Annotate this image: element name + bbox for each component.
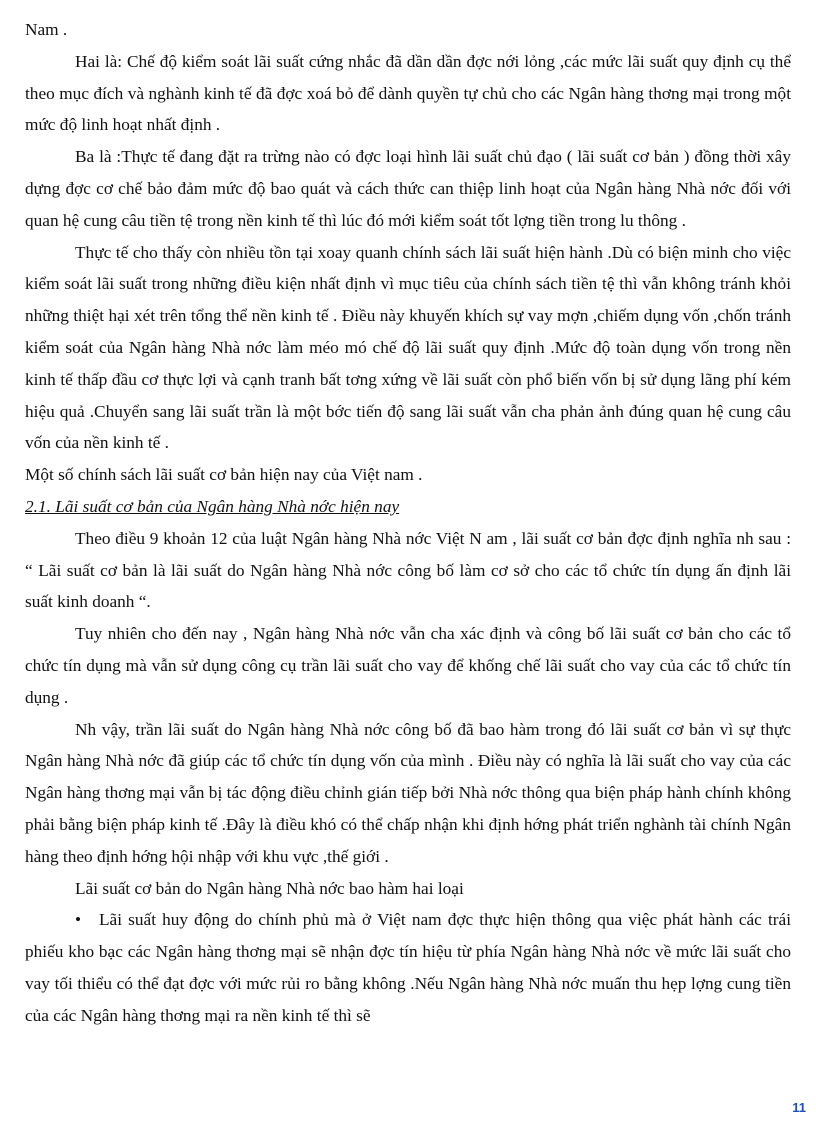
bullet-icon: •	[75, 910, 82, 930]
paragraph-mot-so-chinh-sach: Một số chính sách lãi suất cơ bản hiện nay của Việt nam .	[25, 465, 423, 485]
bullet-item-lai-suat-huy-dong	[25, 904, 791, 1031]
paragraph-theo-dieu-9: Theo điều 9 khoản 12 của luật Ngân hàng Nhà nớc Việt N am , lãi suất cơ bản đợc định nghĩa nh sau : “ Lãi suất cơ bản là lãi suất do Ngân hàng Nhà nớc công bố làm cơ sở cho các tổ chức tín dụng ấn định lãi suất kinh doanh “.	[25, 528, 791, 612]
page-number: 11	[792, 1100, 806, 1115]
paragraph-ba-la: Ba là :Thực tế đang đặt ra trừng nào có đợc loại hình lãi suất chủ đạo ( lãi suất cơ bản ) đồng thời xây dựng đợc cơ chế bảo đảm mức độ bao quát và cách thức can thiệp linh hoạt của Ngân hàng Nhà nớc đối với quan hệ cung câu tiền tệ trong nền kinh tế thì lúc đó mới kiểm soát tốt lợng tiền trong lu thông .	[25, 147, 791, 230]
paragraph-continuation: Nam .	[25, 20, 68, 39]
paragraph-hai-loai: Lãi suất cơ bản do Ngân hàng Nhà nớc bao hàm hai loại	[75, 878, 464, 898]
paragraph-tuy-nhien: Tuy nhiên cho đến nay , Ngân hàng Nhà nớc vẫn cha xác định và công bố lãi suất cơ bản cho các tổ chức tín dụng mà vẫn sử dụng công cụ trần lãi suất cho vay để khống chế lãi suất cho vay của các tổ chức tín dụng .	[25, 624, 791, 707]
paragraph-nh-vay: Nh vậy, trần lãi suất do Ngân hàng Nhà nớc công bố đã bao hàm trong đó lãi suất cơ bản vì sự thực Ngân hàng Nhà nớc đã giúp các tổ chức tín dụng vốn của mình . Điều này có nghĩa là lãi suất cho vay của các Ngân hàng thơng mại vẫn bị tác động điều chỉnh gián tiếp bởi Nhà nớc thông qua biện pháp hành chính không phải bằng biện pháp kinh tế .Đây là điều khó có thể chấp nhận khi định hớng phát triển nghành tài chính Ngân hàng theo định hớng hội nhập với khu vực ,thế giới .	[25, 719, 791, 866]
paragraph-hai-la: Hai là: Chế độ kiểm soát lãi suất cứng nhắc đã dần dần đợc nới lỏng ,các mức lãi suất quy định cụ thể theo mục đích và nghành kinh tế đã đợc xoá bỏ để dành quyền tự chủ cho các Ngân hàng thơng mại trong một mức độ linh hoạt nhất định .	[25, 51, 791, 135]
document-page	[25, 14, 791, 1032]
section-heading-2-1: 2.1. Lãi suất cơ bản của Ngân hàng Nhà nớc hiện nay	[25, 496, 400, 516]
paragraph-thuc-te: Thực tế cho thấy còn nhiều tồn tại xoay quanh chính sách lãi suất hiện hành .Dù có biện minh cho việc kiểm soát lãi suất trong những điều kiện nhất định vì mục tiêu của chính sách tiền tệ thì vẫn không tránh khỏi những thiệt hại xét trên tổng thể nền kinh tế . Điều này khuyến khích sự vay mợn ,chiếm dụng vốn ,chốn tránh kiểm soát của Ngân hàng Nhà nớc làm méo mó chế độ lãi suất quy định .Mức độ toàn dụng vốn trong nền kinh tế thấp đầu cơ thực lợi và cạnh tranh bất tơng xứng về lãi suất còn phổ biến vốn bị sử dụng lãng phí kém hiệu quả .Chuyển sang lãi suất trần là một bớc tiến độ sang lãi suất vẫn cha phản ảnh đúng quan hệ cung câu vốn của nền kinh tế .	[25, 242, 791, 453]
bullet-text: Lãi suất huy động do chính phủ mà ở Việt nam đợc thực hiện thông qua việc phát hành các trái phiếu kho bạc các Ngân hàng thơng mại sẽ nhận đợc tín hiệu từ phía Ngân hàng Nhà nớc về mức lãi suất cho vay tối thiểu có thể đạt đợc với mức rủi ro bằng không .Nếu Ngân hàng Nhà nớc muấn thu hẹp lợng cung tiền của các Ngân hàng thơng mại ra nền kinh tế thì sẽ	[25, 910, 791, 1025]
